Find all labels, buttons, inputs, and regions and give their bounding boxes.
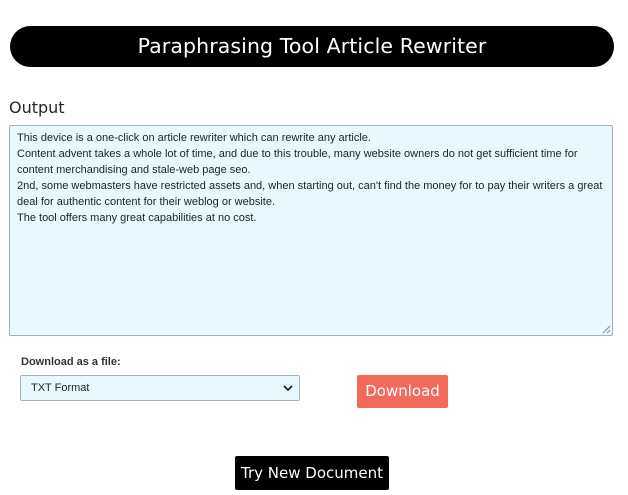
format-select[interactable] <box>20 375 300 401</box>
resize-grip-icon[interactable] <box>602 325 611 334</box>
output-textarea[interactable] <box>9 125 613 336</box>
try-new-document-button[interactable]: Try New Document <box>235 456 389 490</box>
output-paragraph: The tool offers many great capabilities at no cost. <box>17 212 257 224</box>
format-select-value: TXT Format <box>31 382 90 394</box>
output-label: Output <box>9 98 65 117</box>
download-format-label: Download as a file: <box>21 356 121 368</box>
output-paragraph: This device is a one-click on article rewriter which can rewrite any article. <box>17 132 371 144</box>
download-button[interactable]: Download <box>357 375 448 408</box>
page-title: Paraphrasing Tool Article Rewriter <box>10 26 614 67</box>
output-paragraph: Content advent takes a whole lot of time, and due to this trouble, many website owners do not get sufficient time for content merchandising and stale-web page seo. <box>17 148 578 176</box>
chevron-down-icon <box>283 384 293 392</box>
output-paragraph: 2nd, some webmasters have restricted assets and, when starting out, can't find the money for to pay their writers a great deal for authentic content for their weblog or website. <box>17 180 603 208</box>
